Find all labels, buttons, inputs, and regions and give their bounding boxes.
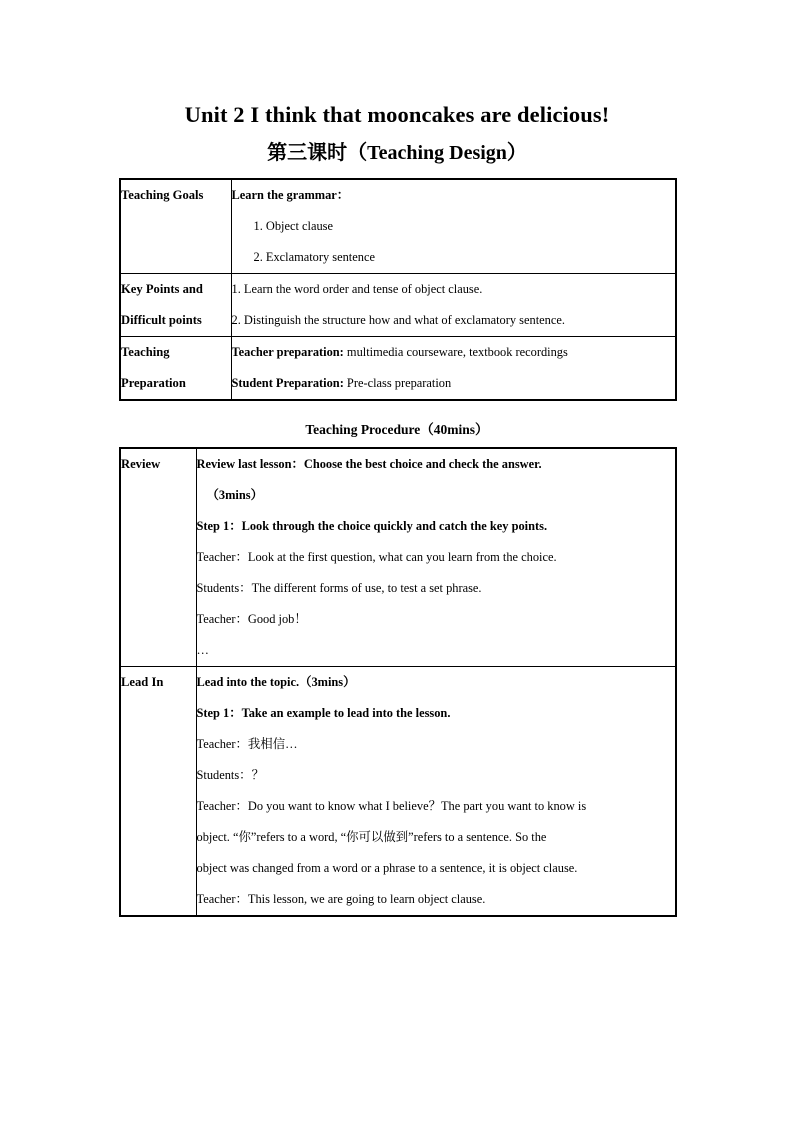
goals-content-line: 1. Learn the word order and tense of object clause. [231, 282, 483, 296]
goals-row-content [231, 274, 676, 337]
goals-row-label-line: Preparation [121, 376, 186, 390]
table-row [120, 448, 676, 667]
teaching-procedure-table [119, 447, 677, 917]
goals-row-label-line: Difficult points [121, 313, 202, 327]
procedure-content-line: object. “你”refers to a word, “你可以做到”refers to a sentence. So the [196, 830, 547, 844]
goals-content-line-text: multimedia courseware, textbook recordings [343, 345, 568, 359]
procedure-content-line: Step 1：Look through the choice quickly and catch the key points. [196, 519, 548, 533]
table-row [120, 667, 676, 917]
goals-content-line-strong: Teacher preparation: [231, 345, 344, 359]
teaching-goals-table-body [120, 179, 676, 400]
goals-content-line-text: Pre-class preparation [343, 376, 452, 390]
teaching-procedure-table-body [120, 448, 676, 916]
procedure-row-label-text: Review [121, 457, 161, 471]
goals-content-line: 2. Distinguish the structure how and what of exclamatory sentence. [231, 313, 565, 327]
teaching-procedure-heading: Teaching Procedure（40mins） [305, 422, 489, 437]
goals-row-label [120, 337, 231, 401]
procedure-content-line: Review last lesson：Choose the best choice and check the answer. [196, 457, 542, 471]
table-row [120, 179, 676, 274]
goals-content-line: 2. Exclamatory sentence [253, 250, 375, 264]
table-row [120, 337, 676, 401]
goals-content-line [232, 368, 676, 399]
procedure-content-line: Lead into the topic.（3mins） [196, 675, 356, 689]
procedure-content-line: Teacher：Do you want to know what I believe？The part you want to know is [196, 799, 587, 813]
procedure-content-line: （3mins） [206, 488, 263, 502]
procedure-row-label [120, 448, 196, 667]
procedure-row-label [120, 667, 196, 917]
goals-row-label-line: Key Points and [121, 282, 203, 296]
procedure-row-content [196, 667, 676, 917]
procedure-content-line: Students：The different forms of use, to test a set phrase. [196, 581, 482, 595]
procedure-content-line: Students：？ [196, 768, 264, 782]
goals-content-line [232, 337, 676, 368]
goals-content-line-strong: Student Preparation: [231, 376, 344, 390]
goals-row-label [120, 274, 231, 337]
page-title: Unit 2 I think that mooncakes are delicious! [184, 102, 610, 127]
procedure-row-label-text: Lead In [121, 675, 164, 689]
procedure-content-line: Teacher：Look at the first question, what can you learn from the choice. [196, 550, 557, 564]
page-subtitle: 第三课时（Teaching Design） [267, 142, 527, 164]
goals-row-content [231, 179, 676, 274]
table-row [120, 274, 676, 337]
procedure-content-line: … [196, 643, 209, 657]
goals-row-label-line: Teaching Goals [121, 188, 204, 202]
goals-content-line: 1. Object clause [253, 219, 333, 233]
procedure-content-line: object was changed from a word or a phrase to a sentence, it is object clause. [196, 861, 578, 875]
procedure-row-content [196, 448, 676, 667]
procedure-content-line: Teacher：Good job！ [196, 612, 307, 626]
procedure-content-line: Teacher：This lesson, we are going to learn object clause. [196, 892, 486, 906]
goals-row-label-line: Teaching [121, 345, 170, 359]
goals-row-content [231, 337, 676, 401]
procedure-content-line: Teacher：我相信… [196, 737, 298, 751]
goals-content-line: Learn the grammar： [231, 188, 350, 202]
teaching-goals-table [119, 178, 677, 401]
goals-row-label [120, 179, 231, 274]
procedure-content-line: Step 1：Take an example to lead into the lesson. [196, 706, 451, 720]
